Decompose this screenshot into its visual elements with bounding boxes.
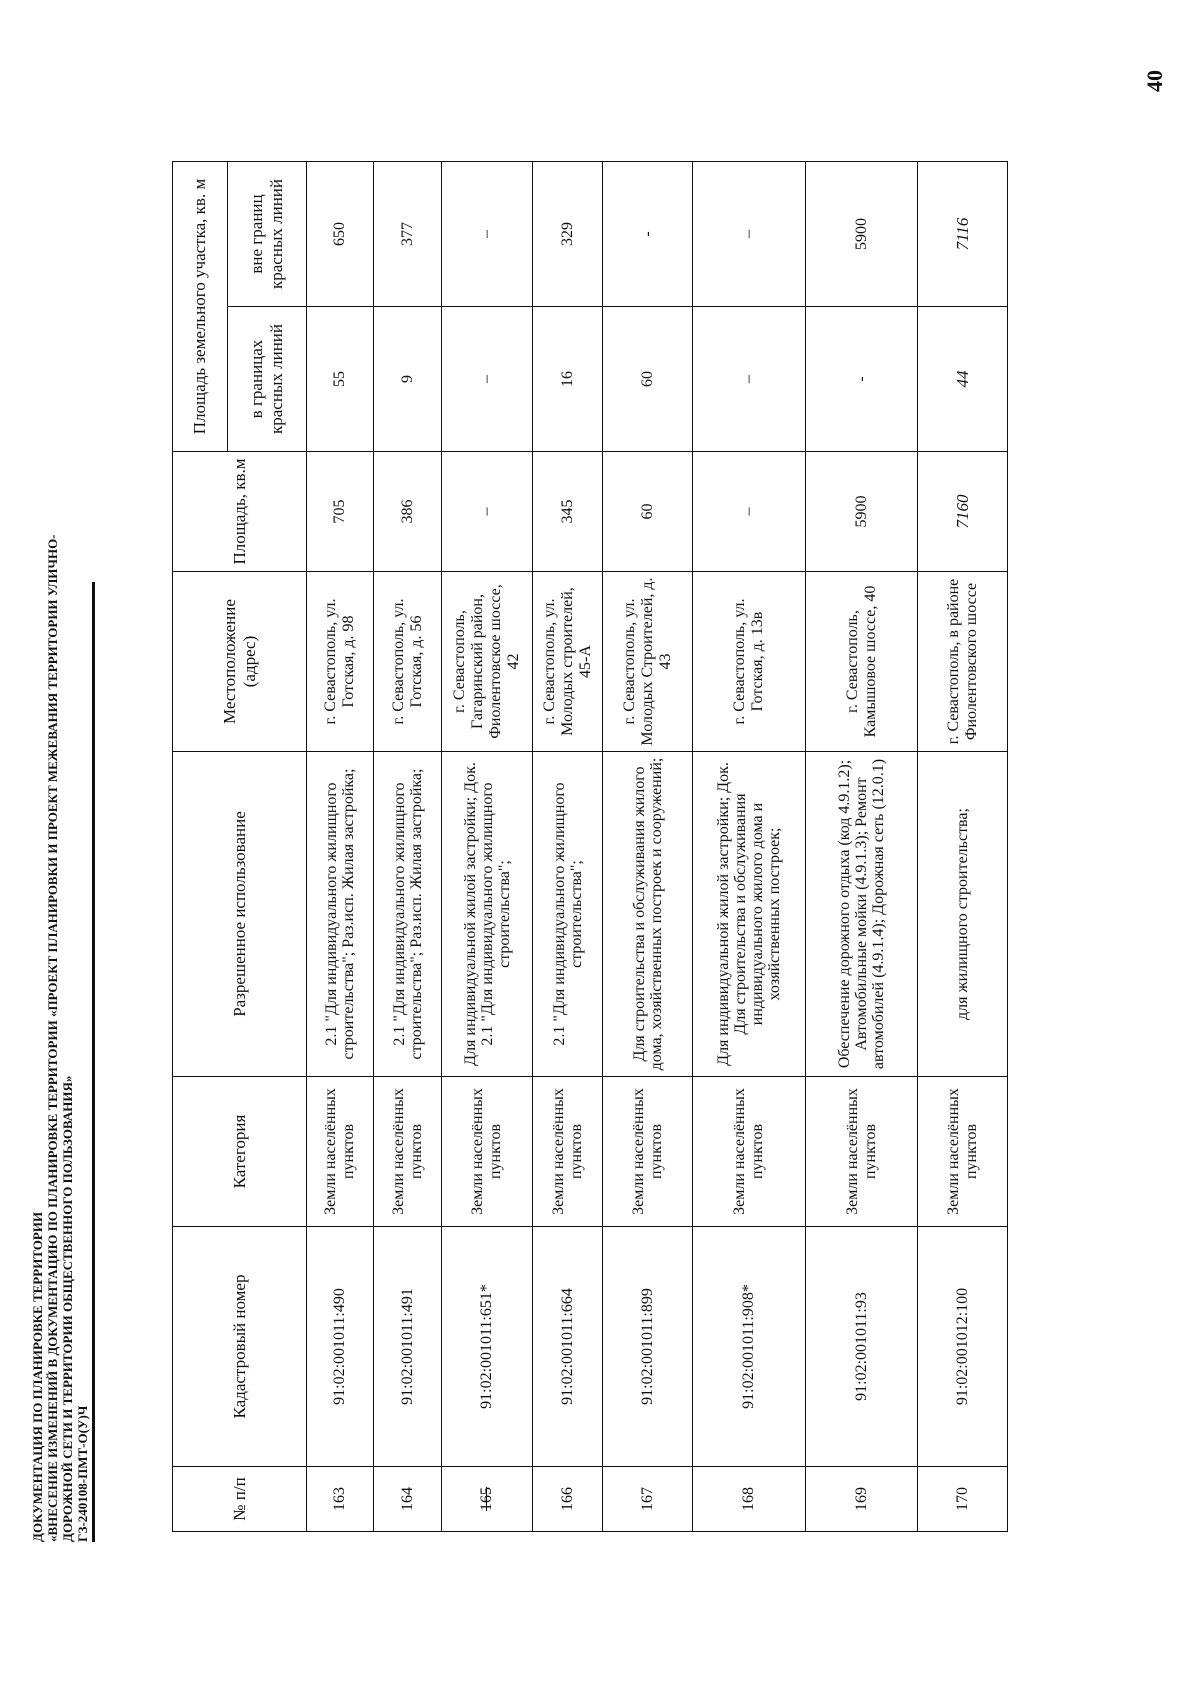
table-row: [374, 161, 442, 1531]
header-cadastral: Кадастровый номер: [173, 1227, 307, 1467]
cell-num: 166: [533, 1467, 603, 1532]
cell-num: 167: [603, 1467, 693, 1532]
cell-category: Земли населённых пунктов: [918, 1077, 1008, 1227]
cell-permitted-use: для жилищного строительства;: [918, 752, 1008, 1077]
header-line-4: ГЗ-240108-ПМТ-О(У)Ч: [75, 1405, 90, 1542]
table-row: [603, 161, 693, 1531]
cell-inside: –: [442, 307, 533, 452]
cell-num: 164: [374, 1467, 442, 1532]
table-row: [307, 161, 374, 1531]
cell-location: г. Севастополь, ул. Молодых строителей, 45-А: [533, 572, 603, 752]
cell-inside: 60: [603, 307, 693, 452]
header-location: Местоположение (адрес): [173, 572, 307, 752]
cell-outside: 5900: [806, 161, 918, 306]
header-line-3: ДОРОЖНОЙ СЕТИ И ТЕРРИТОРИИ ОБЩЕСТВЕННОГО ПОЛЬЗОВАНИЯ»: [60, 1075, 75, 1542]
cell-cadastral: 91:02:001011:899: [603, 1227, 693, 1467]
header-land-area: Площадь земельного участка, кв. м: [173, 161, 228, 451]
cell-permitted-use: Для строительства и обслуживания жилого дома, хозяйственных построек и сооружений;: [603, 752, 693, 1077]
header-permitted-use: Разрешенное использование: [173, 752, 307, 1077]
cell-location: г. Севастополь, Гагаринский район, Фиолентовское шоссе, 42: [442, 572, 533, 752]
cell-inside: –: [693, 307, 806, 452]
cell-permitted-use: Обеспечение дорожного отдыха (код 4.9.1.2); Автомобильные мойки (4.9.1.3); Ремонт автомобилей (4.9.1.4); Дорожная сеть (12.0.1): [806, 752, 918, 1077]
cell-inside: -: [806, 307, 918, 452]
table-row: [918, 161, 1008, 1531]
cell-cadastral: 91:02:001011:651*: [442, 1227, 533, 1467]
cell-outside: -: [603, 161, 693, 306]
cell-cadastral: 91:02:001011:93: [806, 1227, 918, 1467]
cell-inside: 55: [307, 307, 374, 452]
cell-area: 345: [533, 452, 603, 572]
page-number: 40: [1142, 70, 1167, 92]
cell-num: 165: [442, 1467, 533, 1532]
cell-num: 163: [307, 1467, 374, 1532]
header-area: Площадь, кв.м: [173, 452, 307, 572]
document-header: [30, 342, 90, 1542]
cell-cadastral: 91:02:001012:100: [918, 1227, 1008, 1467]
cell-outside: 7116: [918, 161, 1008, 306]
header-rule: [92, 582, 95, 1542]
cell-permitted-use: 2.1 "Для индивидуального жилищного строительства"; Раз.исп. Жилая застройка;: [307, 752, 374, 1077]
cell-permitted-use: Для индивидуальной жилой застройки; Док. 2.1 "Для индивидуального жилищного строительства";: [442, 752, 533, 1077]
cell-num: 168: [693, 1467, 806, 1532]
cell-permitted-use: Для индивидуальной жилой застройки; Док. Для строительства и обслуживания индивидуального жилого дома и хозяйственных построек;: [693, 752, 806, 1077]
cell-num: 170: [918, 1467, 1008, 1532]
cell-cadastral: 91:02:001011:908*: [693, 1227, 806, 1467]
cell-category: Земли населённых пунктов: [603, 1077, 693, 1227]
cell-category: Земли населённых пунктов: [374, 1077, 442, 1227]
cell-permitted-use: 2.1 "Для индивидуального жилищного строительства";: [533, 752, 603, 1077]
cell-num: 169: [806, 1467, 918, 1532]
header-category: Категория: [173, 1077, 307, 1227]
header-line-2: «ВНЕСЕНИЕ ИЗМЕНЕНИЙ В ДОКУМЕНТАЦИЮ ПО ПЛАНИРОВКЕ ТЕРРИТОРИИ «ПРОЕКТ ПЛАНИРОВКИ И ПРОЕКТ МЕЖЕВАНИЯ ТЕРРИТОРИИ УЛИЧНО-: [45, 534, 60, 1542]
cell-category: Земли населённых пунктов: [442, 1077, 533, 1227]
cell-outside: –: [693, 161, 806, 306]
cell-location: г. Севастополь, ул. Готская, д. 98: [307, 572, 374, 752]
cell-area: 386: [374, 452, 442, 572]
cell-area: 5900: [806, 452, 918, 572]
cell-area: –: [693, 452, 806, 572]
cell-area: 705: [307, 452, 374, 572]
cell-category: Земли населённых пунктов: [307, 1077, 374, 1227]
cell-location: г. Севастополь, ул. Готская, д. 56: [374, 572, 442, 752]
cell-location: г. Севастополь, ул. Готская, д. 13в: [693, 572, 806, 752]
header-inside: в границах красных линий: [228, 307, 307, 452]
cell-inside: 16: [533, 307, 603, 452]
table-row: [442, 161, 533, 1531]
cell-cadastral: 91:02:001011:490: [307, 1227, 374, 1467]
cell-category: Земли населённых пунктов: [806, 1077, 918, 1227]
cell-permitted-use: 2.1 "Для индивидуального жилищного строительства"; Раз.исп. Жилая застройка;: [374, 752, 442, 1077]
cell-cadastral: 91:02:001011:491: [374, 1227, 442, 1467]
cell-outside: –: [442, 161, 533, 306]
land-plots-table: [172, 161, 1008, 1532]
cell-location: г. Севастополь, ул. Молодых Строителей, д. 43: [603, 572, 693, 752]
header-num: № п/п: [173, 1467, 307, 1532]
header-line-1: ДОКУМЕНТАЦИЯ ПО ПЛАНИРОВКЕ ТЕРРИТОРИИ: [30, 1211, 45, 1542]
header-outside: вне границ красных линий: [228, 161, 307, 306]
cell-location: г. Севастополь, Камышовое шоссе, 40: [806, 572, 918, 752]
cell-category: Земли населённых пунктов: [693, 1077, 806, 1227]
cell-inside: 9: [374, 307, 442, 452]
cell-location: г. Севастополь, в районе Фиолентовского шоссе: [918, 572, 1008, 752]
cell-inside: 44: [918, 307, 1008, 452]
cell-outside: 329: [533, 161, 603, 306]
cell-category: Земли населённых пунктов: [533, 1077, 603, 1227]
cell-area: –: [442, 452, 533, 572]
table-row: [693, 161, 806, 1531]
table-row: [806, 161, 918, 1531]
cell-outside: 650: [307, 161, 374, 306]
cell-outside: 377: [374, 161, 442, 306]
cell-cadastral: 91:02:001011:664: [533, 1227, 603, 1467]
cell-area: 60: [603, 452, 693, 572]
table-row: [533, 161, 603, 1531]
cell-area: 7160: [918, 452, 1008, 572]
